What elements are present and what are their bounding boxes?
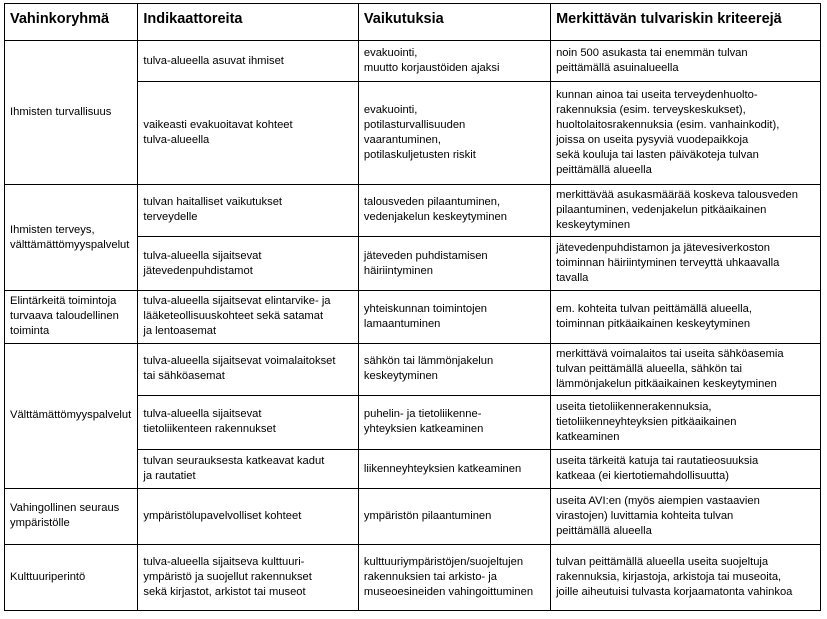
header-damage-group: Vahinkoryhmä [5, 4, 138, 41]
effect-cell: evakuointi, muutto korjaustöiden ajaksi [358, 41, 550, 82]
indicator-cell: tulva-alueella sijaitseva kulttuuri- ympäristö ja suojellut rakennukset sekä kirjastot, arkistot tai museot [138, 544, 359, 610]
criteria-cell: noin 500 asukasta tai enemmän tulvan peittämällä asuinalueella [551, 41, 821, 82]
effect-cell: sähkön tai lämmönjakelun keskeytyminen [358, 343, 550, 395]
table-row [5, 41, 821, 82]
criteria-cell: merkittävää asukasmäärää koskeva talousveden pilaantuminen, vedenjakelun pitkäaikainen keskeytyminen [551, 184, 821, 236]
effect-cell: liikenneyhteyksien katkeaminen [358, 450, 550, 489]
effect-cell: evakuointi, potilasturvallisuuden vaarantuminen, potilaskuljetusten riskit [358, 82, 550, 185]
table-row [5, 184, 821, 236]
indicator-cell: tulva-alueella sijaitsevat elintarvike- ja lääketeollisuuskohteet sekä satamat ja lentoasemat [138, 291, 359, 343]
table-row [5, 343, 821, 395]
table-row [5, 544, 821, 610]
criteria-cell: useita AVI:en (myös aiempien vastaavien virastojen) luvittamia kohteita tulvan peittämällä alueella [551, 489, 821, 544]
criteria-cell: tulvan peittämällä alueella useita suojeltuja rakennuksia, kirjastoja, arkistoja tai museoita, joille aiheutuisi tulvasta korjaamatonta vahinkoa [551, 544, 821, 610]
indicator-cell: tulva-alueella asuvat ihmiset [138, 41, 359, 82]
criteria-cell: useita tärkeitä katuja tai rautatieosuuksia katkeaa (ei kiertotiemahdollisuutta) [551, 450, 821, 489]
indicator-cell: tulvan haitalliset vaikutukset terveydelle [138, 184, 359, 236]
group-cell: Välttämättömyyspalvelut [5, 343, 138, 489]
header-indicators: Indikaattoreita [138, 4, 359, 41]
criteria-cell: em. kohteita tulvan peittämällä alueella, toiminnan pitkäaikainen keskeytyminen [551, 291, 821, 343]
indicator-cell: vaikeasti evakuoitavat kohteet tulva-alueella [138, 82, 359, 185]
flood-risk-criteria-table [4, 3, 821, 611]
group-cell: Ihmisten terveys, välttämättömyyspalvelut [5, 184, 138, 291]
group-cell: Vahingollinen seuraus ympäristölle [5, 489, 138, 544]
indicator-cell: tulva-alueella sijaitsevat voimalaitokset tai sähköasemat [138, 343, 359, 395]
criteria-cell: kunnan ainoa tai useita terveydenhuolto- rakennuksia (esim. terveyskeskukset), huoltolaitosrakennuksia (esim. vanhainkodit), joissa on useita pysyviä vuodepaikkoja sekä kouluja tai lasten päiväkoteja tulvan peittämällä alueella [551, 82, 821, 185]
table-row [5, 291, 821, 343]
effect-cell: jäteveden puhdistamisen häiriintyminen [358, 237, 550, 291]
indicator-cell: tulvan seurauksesta katkeavat kadut ja rautatiet [138, 450, 359, 489]
criteria-cell: jätevedenpuhdistamon ja jätevesiverkoston toiminnan häiriintyminen terveyttä uhkaavalla tavalla [551, 237, 821, 291]
group-cell: Kulttuuriperintö [5, 544, 138, 610]
effect-cell: puhelin- ja tietoliikenne- yhteyksien katkeaminen [358, 395, 550, 449]
criteria-cell: merkittävä voimalaitos tai useita sähköasemia tulvan peittämällä alueella, sähkön tai lämmönjakelun pitkäaikainen keskeytyminen [551, 343, 821, 395]
table-row [5, 489, 821, 544]
indicator-cell: tulva-alueella sijaitsevat jätevedenpuhdistamot [138, 237, 359, 291]
criteria-cell: useita tietoliikennerakennuksia, tietoliikenneyhteyksien pitkäaikainen katkeaminen [551, 395, 821, 449]
indicator-cell: tulva-alueella sijaitsevat tietoliikenteen rakennukset [138, 395, 359, 449]
effect-cell: talousveden pilaantuminen, vedenjakelun keskeytyminen [358, 184, 550, 236]
group-cell: Ihmisten turvallisuus [5, 41, 138, 185]
header-effects: Vaikutuksia [358, 4, 550, 41]
effect-cell: ympäristön pilaantuminen [358, 489, 550, 544]
header-criteria: Merkittävän tulvariskin kriteerejä [551, 4, 821, 41]
group-cell: Elintärkeitä toimintoja turvaava taloudellinen toiminta [5, 291, 138, 343]
effect-cell: yhteiskunnan toimintojen lamaantuminen [358, 291, 550, 343]
effect-cell: kulttuuriympäristöjen/suojeltujen rakennuksien tai arkisto- ja museoesineiden vahingoittuminen [358, 544, 550, 610]
indicator-cell: ympäristölupavelvolliset kohteet [138, 489, 359, 544]
header-row [5, 4, 821, 41]
